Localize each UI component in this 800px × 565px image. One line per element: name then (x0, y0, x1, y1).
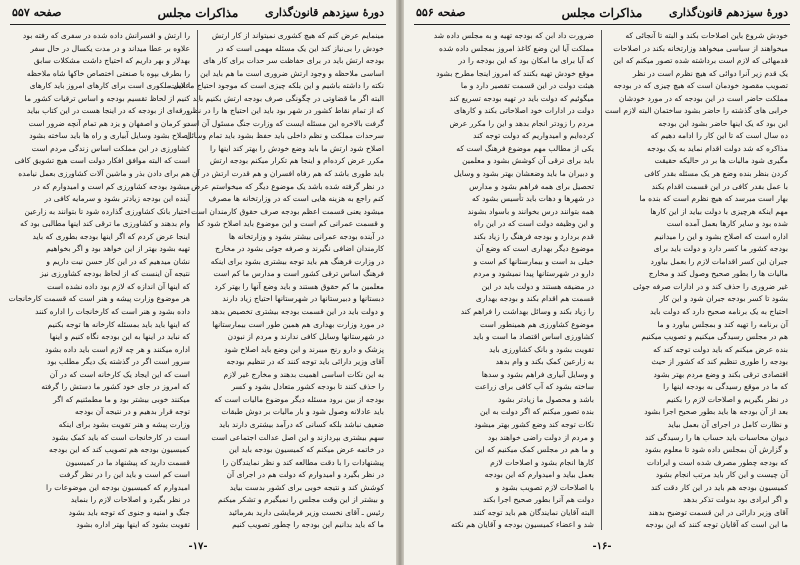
text-line: قسمت هم اقدام بکند و بودجه بهداری (475, 294, 594, 304)
text-line: علاوه بر عطا میداند و در مدت یکسال در حال سفر (30, 43, 190, 53)
text-line: قدم بردارد و بودجه فرهنگ را زیاد بکند (473, 231, 594, 241)
text-line: کردن بنظر بنده وضع هر یک مسئله بقدر کافی (644, 169, 788, 179)
text-line: که امروز در جای خود کشور ما دستش را گرفته (41, 382, 190, 392)
text-line: غیر ضروری را حذف کند و در ادارات صرفه جوئی (633, 281, 788, 291)
text-line: باید برای ترقی آن کوشش بشود و معلمین (462, 156, 594, 166)
text-line: آقای وزیر دارائی باید توجه کنند که در تنظیم بودجه (226, 357, 384, 367)
text-line: نتیجه آن اینست که از لحاظ بودجه کشاورزی نیز (40, 269, 190, 279)
text-line: اصلاح شود ارتش ما باید وضع خودش را بهتر کند اینها را (210, 143, 384, 153)
text-line: و دبیران ما باید وضعشان بهتر بشود و وسایل (453, 169, 594, 179)
header-page-number: صفحه ۵۵۷ (12, 6, 62, 19)
text-line: آن چیست و این کار باید مرتب انجام بشود (655, 470, 788, 480)
text-line: و این وظیفه دولت است که در این راه (473, 219, 594, 229)
text-line: کرده‌ایم و امیدواریم که دولت توجه کند (473, 131, 594, 141)
text-line: در نظر بگیرد و امیدوارم که دولت هم در اجرای آن (226, 470, 384, 480)
text-line: کمیسیون بودجه هم تصویب کند که این بودجه (49, 445, 190, 455)
text-line: موقع خودش تهیه بکنند که امروز اینجا مطرح بشود (436, 68, 594, 78)
text-line: اداره است که اصلاح بشود و این را میدانیم (654, 231, 788, 241)
text-line: و بیشتر از این وقت مجلس را نمیگیرم و تشکر میکنم (218, 495, 384, 505)
text-column-right (169, 30, 384, 530)
text-line: آقای وزیر دارائی در این قسمت توضیح بدهند (648, 507, 788, 517)
text-column-left (416, 30, 594, 530)
text-line: معلمین ما کم حقوق هستند و باید وضع آنها را بهتر کرد (214, 281, 384, 291)
text-line: و نظارت کامل در اجرای آن بعمل بیاید (667, 419, 788, 429)
text-line: را زیاد بکند و وسائل بهداشت را فراهم کند (460, 307, 594, 317)
text-line: باشد و محصول ما زیادتر بشود (498, 394, 594, 404)
text-line: و گزارش آن بمجلس داده شود تا معلوم بشود (644, 445, 788, 455)
text-line: در مورد وزارت بهداری هم همین طور است بیمارستانها (212, 319, 384, 329)
text-line: اینجا عرض کردم که اگر اینها بودجه بطوری که باید (32, 231, 190, 241)
page-header (12, 6, 384, 24)
text-line: کوشش کند و نتیجه خوبی برای کشور بدست بیاید (229, 482, 384, 492)
text-line: در نظر بگیریم و اصلاحات لازم را بکنیم (666, 394, 788, 404)
text-line: تهیه بشود بهتر از این خواهد بود و اگر بخواهیم (46, 244, 190, 254)
text-line: کنم راجع به هزینه هایی است که در وزارتخانه ها مصرف (208, 194, 384, 204)
text-line: بودجه ارتش باید در برای حفاظت سر حدات برای کار های (203, 56, 384, 66)
text-line: نکات توجه کند وضع کشور بهتر میشود (474, 419, 594, 429)
text-line: که آیا برای ما امکان بود که این بودجه را در (458, 56, 594, 66)
text-line: دولت هم آنرا بطور صحیح اجرا بکند (482, 495, 594, 505)
text-line: نکته را داشته باشیم و این بلکه چیزی است که موجود احتیاج ما است (169, 81, 384, 91)
text-line: بعد از آن بودجه ها باید بطور صحیح اجرا بشود (644, 407, 788, 417)
text-line: یک قدم زیر آنرا دوائی که هیچ نظرم است در نظر (632, 68, 788, 78)
text-line: آینده این بودجه زیادتر بشود و سرمایه کافی در (44, 194, 190, 204)
text-line: دبستانها و دبیرستانها در شهرستانها احتیاج زیاد دارند (222, 294, 384, 304)
text-line: علایل ملکوری است برای کارهای امروز باید کارهای (29, 81, 190, 91)
header-page-number: صفحه ۵۵۶ (416, 6, 466, 19)
text-line: که بودجه چطور مصرف شده است و ایرادات (646, 457, 788, 467)
text-line: اساسی ملاحظه و وجود ارتش ضروری است ما هم باید این (200, 68, 384, 78)
text-line: در خاتمه عرض میکنم که کمیسیون بودجه باید این (228, 445, 384, 455)
text-line: جنگ و امنیه و جنوی که توجه باید بشود (68, 507, 190, 517)
text-line: کارها انجام بشود و اصلاحات لازم (490, 457, 594, 467)
text-line: پیشنهادات را با دقت مطالعه کند و نظر نمایندگان را (222, 457, 384, 467)
text-line: به این نکات اساسی اهمیت بدهند و مخارج غیر لازم (223, 369, 384, 379)
header-title: مذاکرات مجلس (157, 6, 239, 20)
text-line: هر موضوع وزارت پیشه و هنر است که قسمت کارخانجات (8, 294, 190, 304)
text-line: در کرمان و اصفهان و یزد هم تمام آنچه ضرور است (28, 118, 190, 128)
text-line: گرفت بالاخره این مسئله ایست که وزارت جنگ مسئول آن است (183, 118, 384, 128)
text-line: که نباید در اینها به این بودجه نگاه کنیم و اینها (49, 332, 190, 342)
header-title: مذاکرات مجلس (561, 6, 643, 20)
text-line: وزارت پیشه و هنر تقویت بشود برای اینکه (58, 419, 190, 429)
text-line: بهدلار و بهر داریم که احتیاج داشت مشکلات سابق (33, 56, 190, 66)
text-line: بودجه از بین برود مسئله دیگر موضوع مالیات است که (214, 394, 384, 404)
text-line: ده سال است که تا این کار را ادامه دهیم که (650, 131, 788, 141)
text-line: مملکت حاضر است در این بودجه که در مورد خودشان (618, 93, 788, 103)
text-line: و مردم از دولت راضی خواهند بود (487, 432, 594, 442)
header-session: دورهٔ سیزدهم قانون‌گذاری (265, 6, 384, 19)
text-line: اقتصادی ترقی بکند و وضع مردم بهتر بشود (653, 369, 788, 379)
left-page (0, 0, 396, 565)
text-line: خرابی های گذشته را حاضر بشود ساختمان البته لازم است (604, 106, 788, 116)
text-line: قدمهائی که لازم است برداشته شده تصور میکنم که این (613, 56, 788, 66)
text-line: و اگر ایرادی بود بدولت تذکر بدهد (683, 495, 788, 505)
text-line: با عمل بقدر کافی در این قسمت اقدام بکند (651, 181, 788, 191)
text-line: در نظر بگیرد و اصلاحات لازم را بنماید (70, 495, 190, 505)
text-line: هم در مجلس رسیدگی میکنیم و تصویب میکنیم (641, 332, 788, 342)
text-line: دیوان محاسبات باید حساب ها را رسیدگی کند (644, 432, 788, 442)
text-line: که از تمام نقاط کشور در شهر بود باید این احتیاج ها را در نظر (188, 106, 384, 116)
text-line: ورقه‌ای از بودجه که در اینجا هست در این کتاب بیاید (26, 106, 190, 116)
text-line: تقویت بشود که اینها بهتر اداره بشود (76, 520, 190, 530)
text-line: آن برنامه را تهیه کند و بمجلس بیاورد و ما (657, 319, 788, 329)
text-line: میگوئیم که دولت باید در تهیه بودجه تسریع کند (449, 93, 594, 103)
text-line: وام بدهند و کشاورزی ما ترقی کند اینها مطالبی بود که (20, 219, 190, 229)
text-line: بهار است میرسد که هیچ نظرم است که بنده ما (639, 194, 788, 204)
text-line: این بود که یک اینها حاضر بشود این بودجه (658, 118, 788, 128)
text-line: مگیری شود مالیات ها بر در حالیکه حقیقت (654, 156, 788, 166)
text-line: در نظر گرفته شده باشد یک موضوع دیگر که میخواستم عرض (191, 181, 384, 191)
text-line: قسمت دارید که پیشنهاد ما در کمیسیون (65, 457, 190, 467)
text-line: را بطرف بپوه با صنعتی اختصاص خاکها شاه ملاحظه (26, 68, 190, 78)
text-line: بنده تصور میکنم که اگر دولت به این (479, 407, 594, 417)
text-line: ضعیف نباشد بلکه کسانی که درآمد بیشتری دارند باید (219, 419, 384, 429)
text-line: مکرر عرض کرده‌ام و اینجا هم تکرار میکنم بودجه ارتش (209, 156, 384, 166)
text-line: مملکت آیا این وضع کاغذ امروز بمجلس داده شده (439, 43, 594, 53)
text-line: در شهرها و دهات باید تأسیس بشود که (471, 194, 594, 204)
text-line: داده بشود و هنر است که کارخانجات را اداره کنند (35, 307, 190, 317)
text-line: ما این است که آقایان توجه کنند که این بودجه (645, 520, 788, 530)
text-line: و وسایل آبیاری فراهم بشود و سدها (481, 369, 594, 379)
column-divider (601, 30, 602, 530)
text-line: ساخته بشود که آب کافی برای زراعت (474, 382, 594, 392)
header-rule (414, 24, 790, 25)
text-line: رئیس ـ آقای نخست وزیر فرمایشی دارید بفرمائید (228, 507, 384, 517)
text-line: در مضیقه هستند و دولت باید در این (481, 281, 594, 291)
text-line: شد و اعضاء کمیسیون بودجه و آقایان هم نکته (451, 520, 594, 530)
text-line: مذاکره که شد دولت اقدام نماید به یک بودجه (647, 143, 788, 153)
header-rule (10, 24, 386, 25)
text-line: پزشک و دارو رنج میبرند و این وضع باید اصلاح شود (224, 344, 384, 354)
text-line: ضرورت داد ابن که بودجه تهیه و به مجلس داده شد (433, 31, 594, 40)
header-session: دورهٔ سیزدهم قانون‌گذاری (669, 6, 788, 19)
column-divider (197, 30, 198, 530)
text-line: مهم اینکه هرچیزی با دولت بیاید از این کارها (650, 206, 788, 216)
text-line: دولت در ادارات خود اصلاحاتی بکند و کارهای (454, 106, 594, 116)
book-gutter (396, 0, 404, 565)
text-line: اصلاح بشود وسایل آبیاری و راه ها باید ساخته بشود (29, 131, 190, 141)
text-line: که ما در موقع رسیدگی به بودجه اینها را (663, 382, 788, 392)
text-line: کمیسیون بودجه هم باید در این کار دقت کند (651, 482, 788, 492)
text-line: دارو در شهرستانها پیدا نمیشود و مردم (473, 269, 594, 279)
text-line: هم برای دادن بذر و ماشین آلات کشاورزی بعمل نیامده (18, 169, 190, 179)
text-line: بنده عرض میکنم که باید دولت توجه کند که (653, 344, 788, 354)
text-line: است که این ایجاد یک کارخانه است که در آن (49, 369, 190, 379)
text-line: سرور است اگر در گذشته یک دیگر مطلب بود (47, 357, 190, 367)
text-line: بودجه کشور ما کسر دارد و دولت باید برای (653, 244, 788, 254)
text-line: میشود یعنی قسمت اعظم بودجه صرف حقوق کارمندان است (191, 206, 384, 216)
text-line: همه بتوانند درس بخوانند و باسواد بشوند (467, 206, 594, 216)
text-line: موضوع کشاورزی هم همینطور است (480, 319, 594, 329)
text-line: اداره میکنند و هر چه لازم است باید داده بشود (45, 344, 190, 354)
text-line: میکنند خوبی بیشتر بود و ما مطمئنیم که اگر (53, 394, 190, 404)
text-line: احتیاج به یک برنامه صحیح دارد که دولت باید (650, 307, 788, 317)
text-line: خودش را بی‌نیاز کند این یک مسئله مهمی است که در (216, 43, 384, 53)
text-line: مینمایم عرض کنم که هیچ کشوری نمیتواند از کار ارتش (211, 31, 384, 40)
page-footer-number: -۱۷- (188, 541, 208, 552)
text-line: تقویت بشود و بانک کشاورزی باید (489, 344, 594, 354)
text-line: بودجه را طوری تنظیم کند که کشور از حیث (651, 357, 788, 367)
text-line: البته آقایان نمایندگان هم باید توجه کنند (473, 507, 594, 517)
text-line: در آینده بودجه عمرانی بیشتر بشود و وزارتخانه ها (228, 231, 384, 241)
text-line: در شهرستانها وسایل کافی ندارند و مردم از نبودن (227, 332, 384, 342)
text-line: کشاورزی در این مملکت اساس زندگی مردم است (31, 143, 190, 153)
text-line: خودش شروع باین اصلاحات بکند و البته تا آنجائی که (625, 31, 788, 40)
text-line: امیدوارم که کمیسیون بودجه این موضوعات را (46, 482, 190, 492)
text-line: سهم بیشتری بپردازند و این اصل عدالت اجتماعی است (211, 432, 384, 442)
text-line: شده بود و سایر کارها بعمل آمده است (666, 219, 788, 229)
text-line: بشود تا کسر بودجه جبران شود و این کار (659, 294, 788, 304)
text-line: میخواهند از سیاسی میخواهد وزارتخانه بکند در اصلاحات (613, 43, 788, 53)
text-line: تصویب مقصود خودمان است که هیچ چیزی که در بودجه (613, 81, 788, 91)
text-line: و ما هم در مجلس کمک میکنیم که این (474, 445, 594, 455)
text-line: باید طوری باشد که هم رفاه افسران و هم قدرت ارتش در آن (191, 169, 384, 179)
text-line: توجه قرار بدهیم و در نتیجه آن بودجه (74, 407, 190, 417)
right-page (404, 0, 800, 565)
text-line: اختیار بانک کشاورزی گذارده شود تا بتوانند به زارعین (24, 206, 190, 216)
text-line: به زارعین کمک بکند و وام بدهد (495, 357, 594, 367)
text-line: با اصلاحات لازم تصویب بشود و (495, 482, 594, 492)
text-column-left (8, 30, 190, 530)
text-line: تحصیل برای همه فراهم بشود و مدارس (469, 181, 594, 191)
text-line: موضوع دیگر بهداری است که وضع آن (475, 244, 594, 254)
text-line: خیلی بد است و بیمارستانها کم است و (473, 256, 594, 266)
text-line: ما که باید بدانیم این بودجه را چطور تصویب کنیم (232, 520, 384, 530)
text-column-right (604, 30, 788, 530)
text-line: و قسمت عمرانی کم است و این موضوع باید اصلاح شود که (196, 219, 384, 229)
text-line: البته اگر ما قضاوتی در چگونگی صرف بودجه ارتش بکنیم باید (192, 93, 384, 103)
text-line: فرهنگ اساس ترقی کشور است و مدارس ما کم است (213, 269, 384, 279)
text-line: یکی از مطالب مهم موضوع فرهنگ است که (456, 143, 594, 153)
text-line: است کم است و باید این را در نظر گرفت (59, 470, 190, 480)
text-line: میشود بودجه کشاورزی کم است و امیدوارم که در (32, 181, 190, 191)
text-line: است در کارخانجات است که باید کمک بشود (51, 432, 190, 442)
text-line: را حذف کنند تا بودجه کشور متعادل بشود و کسر (231, 382, 384, 392)
page-header (416, 6, 788, 24)
page-footer-number: -۱۶- (592, 541, 612, 552)
text-line: در وزارت فرهنگ هم باید توجه بیشتری بشود برای اینکه (210, 256, 384, 266)
text-line: هیئت دولت در این قسمت تقصیر دارد و ما (460, 81, 594, 91)
text-line: که اینها آن اندازه که لازم بود داده نشده است (47, 281, 190, 291)
text-line: که اینها باید باید بمسئله کارخانه ها توجه بکنیم (47, 319, 190, 329)
text-line: سرحدات مملکت و نظم داخلی باید حفظ بشود باید تمام وسائل (185, 131, 384, 141)
text-line: مردم را زودتر انجام بدهد و این را مکرر عرض (449, 118, 594, 128)
text-line: کارمندان اضافی نگیرند و صرفه جوئی بشود در مخارج (215, 244, 384, 254)
text-line: و دولت باید در این قسمت بودجه بیشتری تخصیص بدهد (210, 307, 384, 317)
text-line: بعمل بیاید و امیدوارم که این بودجه (484, 470, 594, 480)
text-line: جبران این کسر اقدامات لازم را بعمل بیاورد (650, 256, 788, 266)
text-line: را ارتش و افسرانش داده شده در سفری که رفته بود (22, 31, 190, 40)
text-line: نشان میدهیم که در این کار حسن نیت داریم و (46, 256, 190, 266)
text-line: است که البته موافق افکار دولت است هیچ تشویق کافی (14, 156, 190, 166)
text-line: کشاورزی اساس اقتصاد ما است و باید (472, 332, 594, 342)
text-line: مالیات ها را بطور صحیح وصول کند و مخارج (648, 269, 788, 279)
text-line: باید عادلانه وصول شود و بار مالیات بر دوش طبقات (221, 407, 384, 417)
text-line: کنیم از لحاظ تقسیم بودجه و اساس ترقیات کشور ما (24, 93, 190, 103)
